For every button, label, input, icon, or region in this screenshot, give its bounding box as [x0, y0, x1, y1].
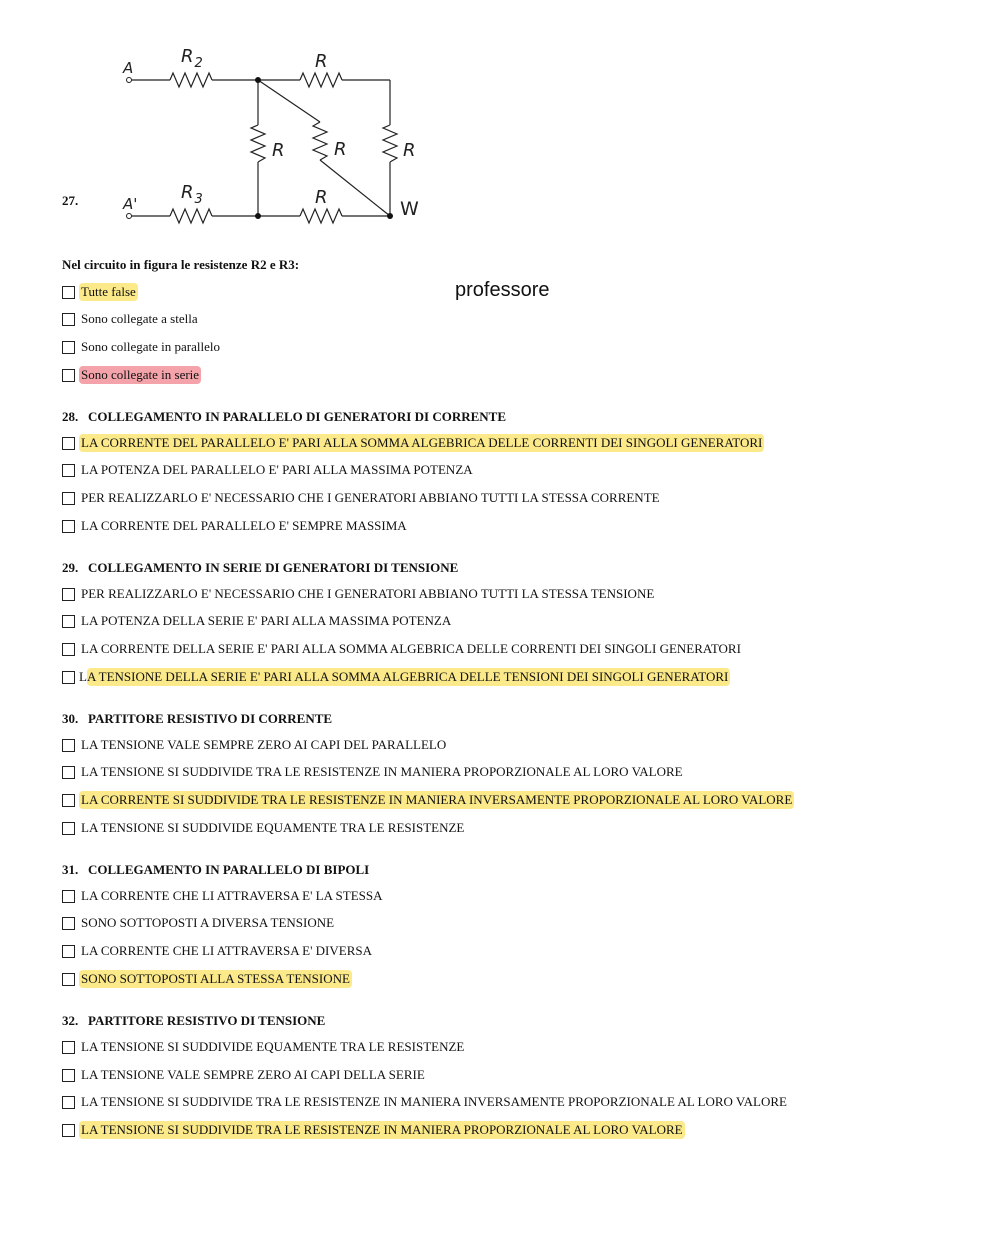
option[interactable] [62, 434, 764, 452]
label-w: W [400, 198, 419, 220]
terminal-a-prime [127, 214, 132, 219]
option-label: LA TENSIONE VALE SEMPRE ZERO AI CAPI DELLA SERIE [81, 1067, 425, 1082]
handwritten-note: professore [455, 279, 550, 301]
option[interactable] [62, 942, 374, 960]
option-label: LA TENSIONE SI SUDDIVIDE TRA LE RESISTENZE IN MANIERA PROPORZIONALE AL LORO VALORE [81, 764, 683, 779]
option[interactable] [62, 310, 200, 328]
option-label: LA POTENZA DELLA SERIE E' PARI ALLA MASSIMA POTENZA [81, 613, 452, 628]
option-label: LA CORRENTE CHE LI ATTRAVERSA E' LA STESSA [81, 888, 383, 903]
option[interactable] [62, 585, 656, 603]
option[interactable] [62, 1038, 466, 1056]
question-heading [62, 409, 506, 425]
option-label: Tutte false [81, 284, 136, 299]
option[interactable] [62, 668, 730, 686]
label-r-left: R [272, 140, 285, 161]
resistor-r2 [170, 73, 212, 87]
option[interactable] [62, 914, 336, 932]
checkbox[interactable] [62, 822, 75, 835]
checkbox[interactable] [62, 671, 75, 684]
resistor-r-left [251, 125, 265, 162]
checkbox[interactable] [62, 437, 75, 450]
question-title: PARTITORE RESISTIVO DI CORRENTE [88, 711, 333, 726]
option[interactable] [62, 970, 352, 988]
option-label-prefix: L [79, 669, 87, 684]
question-number: 28. [62, 409, 79, 424]
option[interactable] [62, 461, 475, 479]
label-r-right: R [403, 140, 416, 161]
question-heading [62, 560, 458, 576]
question-number: 27. [62, 193, 79, 208]
resistor-r-top [300, 73, 342, 87]
option-label: Sono collegate in parallelo [81, 339, 220, 354]
checkbox[interactable] [62, 643, 75, 656]
option-label: SONO SOTTOPOSTI ALLA STESSA TENSIONE [81, 971, 350, 986]
checkbox[interactable] [62, 286, 75, 299]
option-label: A TENSIONE DELLA SERIE E' PARI ALLA SOMMA ALGEBRICA DELLE TENSIONI DEI SINGOLI GENERATORI [86, 669, 729, 684]
label-r-top: R [315, 51, 328, 72]
checkbox[interactable] [62, 739, 75, 752]
option[interactable] [62, 763, 685, 781]
circuit-diagram [110, 40, 440, 240]
option[interactable] [62, 338, 222, 356]
checkbox[interactable] [62, 890, 75, 903]
option-label: Sono collegate a stella [81, 311, 198, 326]
question-heading [62, 711, 332, 727]
checkbox[interactable] [62, 464, 75, 477]
option[interactable] [62, 1066, 427, 1084]
question-heading [62, 1013, 325, 1029]
question-number: 31. [62, 862, 79, 877]
option-label: LA CORRENTE DEL PARALLELO E' PARI ALLA SOMMA ALGEBRICA DELLE CORRENTI DEI SINGOLI GENERATORI [81, 435, 763, 450]
checkbox[interactable] [62, 1041, 75, 1054]
checkbox[interactable] [62, 766, 75, 779]
option-label: LA TENSIONE SI SUDDIVIDE TRA LE RESISTENZE IN MANIERA PROPORZIONALE AL LORO VALORE [81, 1122, 683, 1137]
checkbox[interactable] [62, 520, 75, 533]
question-title: COLLEGAMENTO IN SERIE DI GENERATORI DI TENSIONE [88, 560, 459, 575]
option-label: LA TENSIONE SI SUDDIVIDE TRA LE RESISTENZE IN MANIERA INVERSAMENTE PROPORZIONALE AL LORO VALORE [81, 1094, 787, 1109]
option-label: Sono collegate in serie [81, 367, 200, 382]
question-heading [62, 862, 369, 878]
terminal-a [127, 78, 132, 83]
option[interactable] [62, 887, 385, 905]
option-label: LA TENSIONE SI SUDDIVIDE EQUAMENTE TRA LE RESISTENZE [81, 820, 465, 835]
checkbox[interactable] [62, 588, 75, 601]
label-a-prime: A' [123, 195, 138, 213]
option-label: LA CORRENTE SI SUDDIVIDE TRA LE RESISTENZE IN MANIERA INVERSAMENTE PROPORZIONALE AL LORO VALORE [81, 792, 793, 807]
resistor-r-right [383, 125, 397, 162]
option[interactable] [62, 640, 743, 658]
option[interactable] [62, 819, 466, 837]
option[interactable] [62, 612, 453, 630]
label-r-bottom: R [315, 187, 328, 208]
checkbox[interactable] [62, 1069, 75, 1082]
question-title: COLLEGAMENTO IN PARALLELO DI GENERATORI DI CORRENTE [88, 409, 506, 424]
question-number: 32. [62, 1013, 79, 1028]
option-label: LA TENSIONE VALE SEMPRE ZERO AI CAPI DEL PARALLELO [81, 737, 447, 752]
node-bottom [255, 213, 261, 219]
option[interactable] [62, 489, 662, 507]
option-label: SONO SOTTOPOSTI A DIVERSA TENSIONE [81, 915, 335, 930]
option[interactable] [62, 366, 201, 384]
question-number: 29. [62, 560, 79, 575]
checkbox[interactable] [62, 945, 75, 958]
node-top [255, 77, 261, 83]
option-label: PER REALIZZARLO E' NECESSARIO CHE I GENERATORI ABBIANO TUTTI LA STESSA TENSIONE [81, 586, 655, 601]
option[interactable] [62, 791, 794, 809]
resistor-r-bottom [300, 209, 342, 223]
label-r3: $R_3$ [181, 182, 203, 207]
option[interactable] [62, 283, 138, 301]
option[interactable] [62, 736, 448, 754]
option-label: PER REALIZZARLO E' NECESSARIO CHE I GENERATORI ABBIANO TUTTI LA STESSA CORRENTE [81, 490, 660, 505]
checkbox[interactable] [62, 313, 75, 326]
checkbox[interactable] [62, 369, 75, 382]
option-label: LA CORRENTE DELLA SERIE E' PARI ALLA SOMMA ALGEBRICA DELLE CORRENTI DEI SINGOLI GENERATORI [81, 641, 741, 656]
checkbox[interactable] [62, 973, 75, 986]
label-r-diag: R [334, 139, 347, 160]
question-prompt: Nel circuito in figura le resistenze R2 e R3: [62, 257, 300, 272]
option[interactable] [62, 517, 409, 535]
question-title: PARTITORE RESISTIVO DI TENSIONE [88, 1013, 326, 1028]
checkbox[interactable] [62, 341, 75, 354]
checkbox[interactable] [62, 492, 75, 505]
option-label: LA TENSIONE SI SUDDIVIDE EQUAMENTE TRA LE RESISTENZE [81, 1039, 465, 1054]
checkbox[interactable] [62, 615, 75, 628]
label-r2: $R_2$ [181, 46, 203, 71]
checkbox[interactable] [62, 917, 75, 930]
label-a: A [123, 59, 134, 77]
checkbox[interactable] [62, 1096, 75, 1109]
option-label: LA CORRENTE CHE LI ATTRAVERSA E' DIVERSA [81, 943, 373, 958]
resistor-r-diag [313, 122, 327, 160]
option[interactable] [62, 1093, 789, 1111]
question-title: COLLEGAMENTO IN PARALLELO DI BIPOLI [88, 862, 370, 877]
checkbox[interactable] [62, 1124, 75, 1137]
resistor-r3 [170, 209, 212, 223]
checkbox[interactable] [62, 794, 75, 807]
option-label: LA CORRENTE DEL PARALLELO E' SEMPRE MASSIMA [81, 518, 407, 533]
option[interactable] [62, 1121, 685, 1139]
option-label: LA POTENZA DEL PARALLELO E' PARI ALLA MASSIMA POTENZA [81, 462, 473, 477]
question-number: 30. [62, 711, 79, 726]
node-w [387, 213, 393, 219]
